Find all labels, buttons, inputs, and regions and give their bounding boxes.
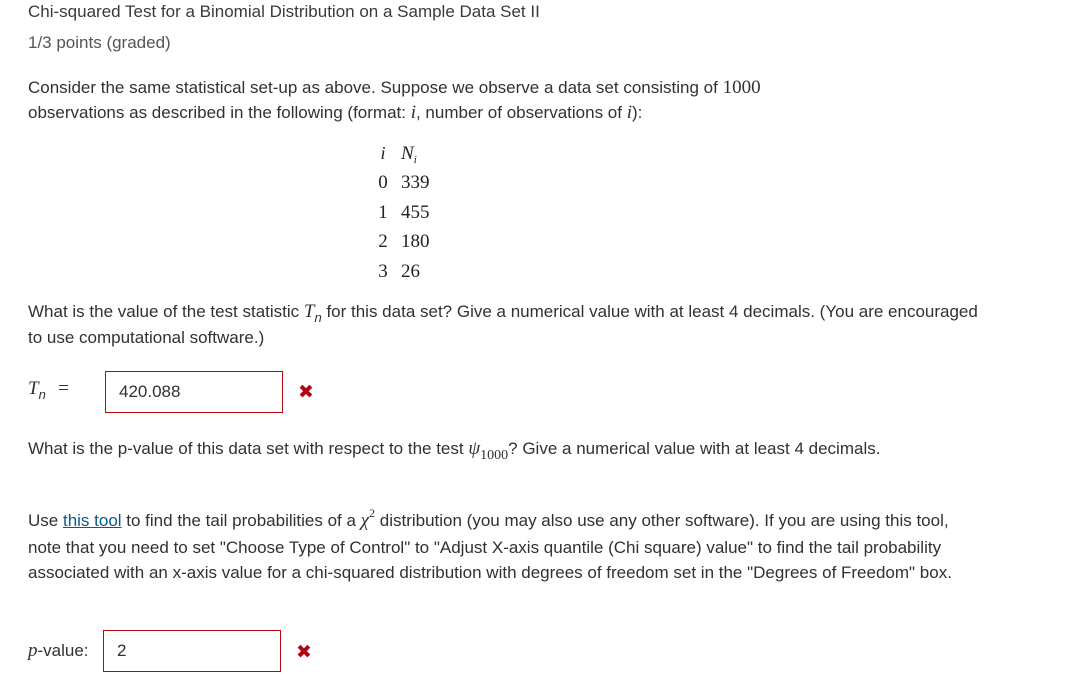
table-row: 0 339 [378, 172, 430, 194]
header-n: N [401, 142, 414, 164]
intro-paragraph: Consider the same statistical set-up as above. Suppose we observe a data set consisting of 1000 observations as described in the following (format: i, number of observations of i): [28, 77, 761, 123]
this-tool-link[interactable]: this tool [62, 511, 122, 530]
tn-label: $T_n$ = [28, 378, 69, 402]
incorrect-icon: ✖ [296, 641, 312, 663]
problem-points: 1/3 points (graded) [28, 33, 171, 52]
table-row: 3 26 [378, 260, 420, 282]
question-2-text: What is the p-value of this data set with respect to the test $\psi_{1000}$? Give a numerical value with at least 4 decimals. [28, 438, 881, 463]
pvalue-label: p-value: [28, 640, 89, 661]
table-row: 1 455 [378, 201, 430, 223]
header-i: i [380, 142, 386, 163]
incorrect-icon: ✖ [298, 381, 314, 403]
tn-answer-input[interactable]: 420.088 [105, 371, 283, 413]
table-row: 2 180 [378, 231, 430, 253]
tool-instructions: Use this tool to find the tail probabilities of a $\chi^2$ distribution (you may also use any other software). If you are using this tool, note that you need to set "Choose Type of Control" to "Adjust X-axis quantile (Chi square) value" to find the tail probability associated with an x-axis value for a chi-squared distribution with degrees of freedom set in the "Degrees of Freedom" box. [28, 506, 952, 582]
pvalue-answer-input[interactable]: 2 [103, 630, 281, 672]
table-header-row: i $N_i$ [380, 142, 417, 166]
problem-title: Chi-squared Test for a Binomial Distribution on a Sample Data Set II [28, 2, 540, 21]
question-1-text: What is the value of the test statistic $T_n$ for this data set? Give a numerical value with at least 4 decimals. (You are encouraged to use computational software.) [28, 301, 978, 347]
n-observations: 1000 [722, 77, 761, 98]
observations-table [371, 139, 436, 287]
